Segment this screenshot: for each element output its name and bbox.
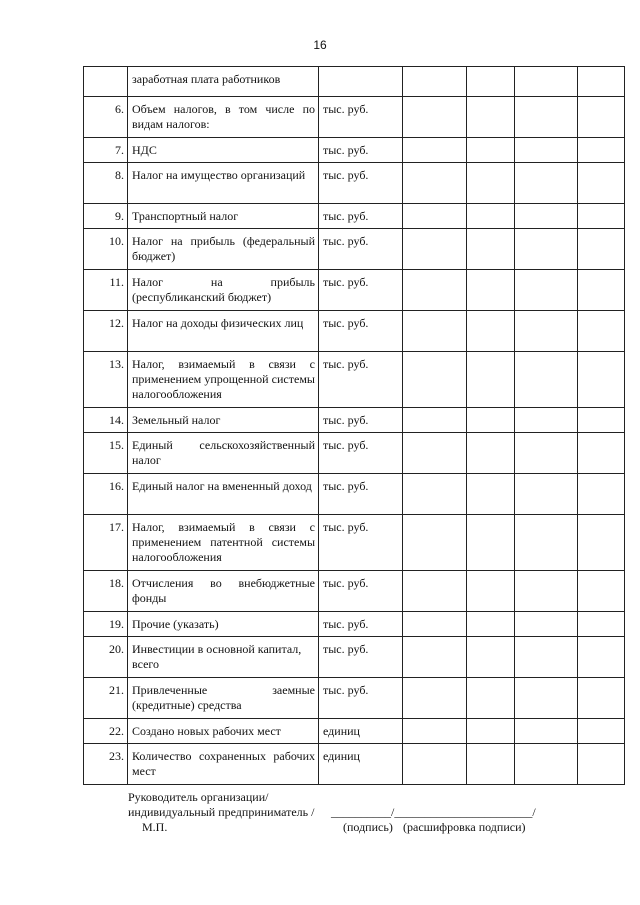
value-cell [515, 571, 578, 612]
table-row [84, 311, 625, 352]
value-cell [403, 311, 467, 352]
value-cell [578, 515, 625, 571]
value-cell [403, 408, 467, 433]
table-row [84, 612, 625, 637]
row-number: 19. [84, 612, 128, 637]
row-number: 20. [84, 637, 128, 678]
row-number: 11. [84, 270, 128, 311]
table-row [84, 719, 625, 744]
value-cell [578, 311, 625, 352]
value-cell [515, 97, 578, 138]
value-cell [578, 97, 625, 138]
value-cell [515, 408, 578, 433]
value-cell [403, 515, 467, 571]
unit-of-measure: тыс. руб. [319, 311, 403, 352]
value-cell [578, 612, 625, 637]
value-cell [578, 433, 625, 474]
value-cell [467, 270, 515, 311]
value-cell [515, 433, 578, 474]
value-cell [515, 612, 578, 637]
value-cell [515, 204, 578, 229]
value-cell [515, 637, 578, 678]
table-row [84, 229, 625, 270]
value-cell [578, 408, 625, 433]
unit-of-measure: тыс. руб. [319, 571, 403, 612]
indicator-name: Налог на доходы физических лиц [128, 311, 319, 352]
value-cell [467, 515, 515, 571]
unit-of-measure: тыс. руб. [319, 515, 403, 571]
stamp-placeholder: М.П. [142, 820, 168, 834]
row-number: 12. [84, 311, 128, 352]
table-row [84, 163, 625, 204]
value-cell [467, 163, 515, 204]
indicator-name: Прочие (указать) [128, 612, 319, 637]
signature-decode-caption: (расшифровка подписи) [403, 820, 526, 834]
unit-of-measure: тыс. руб. [319, 352, 403, 408]
value-cell [467, 612, 515, 637]
value-cell [467, 474, 515, 515]
value-cell [403, 474, 467, 515]
indicator-name: Создано новых рабочих мест [128, 719, 319, 744]
value-cell [467, 678, 515, 719]
value-cell [578, 138, 625, 163]
unit-of-measure: тыс. руб. [319, 408, 403, 433]
value-cell [578, 719, 625, 744]
value-cell [467, 571, 515, 612]
value-cell [515, 474, 578, 515]
row-number: 9. [84, 204, 128, 229]
indicator-name: Количество сохраненных рабочих мест [128, 744, 319, 785]
unit-of-measure: тыс. руб. [319, 678, 403, 719]
row-number: 16. [84, 474, 128, 515]
value-cell [403, 204, 467, 229]
row-number: 17. [84, 515, 128, 571]
unit-of-measure: тыс. руб. [319, 163, 403, 204]
table-row [84, 637, 625, 678]
table-row [84, 138, 625, 163]
value-cell [467, 408, 515, 433]
signer-title-line1: Руководитель организации/ [128, 790, 269, 804]
value-cell [403, 229, 467, 270]
value-cell [467, 311, 515, 352]
row-number [84, 67, 128, 97]
row-number: 23. [84, 744, 128, 785]
tax-table [83, 66, 625, 785]
table-row [84, 204, 625, 229]
indicator-name: Отчисления во внебюджетные фонды [128, 571, 319, 612]
row-number: 10. [84, 229, 128, 270]
value-cell [403, 637, 467, 678]
row-number: 6. [84, 97, 128, 138]
value-cell [467, 229, 515, 270]
row-number: 22. [84, 719, 128, 744]
value-cell [515, 719, 578, 744]
value-cell [467, 637, 515, 678]
value-cell [403, 270, 467, 311]
value-cell [515, 678, 578, 719]
table-row [84, 352, 625, 408]
value-cell [467, 138, 515, 163]
value-cell [403, 163, 467, 204]
value-cell [467, 433, 515, 474]
value-cell [467, 352, 515, 408]
indicator-name: Налог, взимаемый в связи с применением патентной системы налогообложения [128, 515, 319, 571]
value-cell [578, 637, 625, 678]
row-number: 8. [84, 163, 128, 204]
indicator-name: Инвестиции в основной капитал, всего [128, 637, 319, 678]
table-row [84, 270, 625, 311]
value-cell [578, 352, 625, 408]
indicator-name: Налог, взимаемый в связи с применением упрощенной системы налогообложения [128, 352, 319, 408]
signature-caption: (подпись) [343, 820, 393, 834]
signature-block [128, 790, 588, 835]
unit-of-measure: тыс. руб. [319, 229, 403, 270]
value-cell [403, 352, 467, 408]
value-cell [515, 67, 578, 97]
table-row [84, 408, 625, 433]
value-cell [403, 433, 467, 474]
indicator-name: Налог на имущество организаций [128, 163, 319, 204]
value-cell [578, 67, 625, 97]
indicator-name: Единый сельскохозяйственный налог [128, 433, 319, 474]
value-cell [403, 67, 467, 97]
value-cell [578, 270, 625, 311]
row-number: 14. [84, 408, 128, 433]
value-cell [403, 138, 467, 163]
unit-of-measure: тыс. руб. [319, 637, 403, 678]
value-cell [403, 571, 467, 612]
table-row [84, 97, 625, 138]
value-cell [515, 229, 578, 270]
signature-slots: __________/_______________________/ [331, 805, 536, 819]
indicator-name: Привлеченные заемные (кредитные) средства [128, 678, 319, 719]
unit-of-measure: тыс. руб. [319, 270, 403, 311]
indicator-name: Единый налог на вмененный доход [128, 474, 319, 515]
table-row [84, 515, 625, 571]
unit-of-measure: тыс. руб. [319, 612, 403, 637]
row-number: 18. [84, 571, 128, 612]
table-row [84, 571, 625, 612]
row-number: 7. [84, 138, 128, 163]
indicator-name: Земельный налог [128, 408, 319, 433]
value-cell [467, 744, 515, 785]
table-row [84, 474, 625, 515]
unit-of-measure: единиц [319, 744, 403, 785]
value-cell [515, 270, 578, 311]
value-cell [515, 515, 578, 571]
indicator-name: НДС [128, 138, 319, 163]
row-number: 15. [84, 433, 128, 474]
value-cell [403, 719, 467, 744]
table-row [84, 433, 625, 474]
indicator-name: заработная плата работников [128, 67, 319, 97]
value-cell [515, 311, 578, 352]
value-cell [467, 67, 515, 97]
value-cell [403, 97, 467, 138]
value-cell [578, 204, 625, 229]
indicator-name: Налог на прибыль (республиканский бюджет) [128, 270, 319, 311]
unit-of-measure [319, 67, 403, 97]
unit-of-measure: тыс. руб. [319, 138, 403, 163]
value-cell [578, 163, 625, 204]
unit-of-measure: единиц [319, 719, 403, 744]
value-cell [578, 474, 625, 515]
value-cell [467, 719, 515, 744]
unit-of-measure: тыс. руб. [319, 433, 403, 474]
row-number: 13. [84, 352, 128, 408]
value-cell [515, 744, 578, 785]
table-row [84, 678, 625, 719]
row-number: 21. [84, 678, 128, 719]
unit-of-measure: тыс. руб. [319, 204, 403, 229]
value-cell [515, 352, 578, 408]
page-number: 16 [313, 38, 327, 52]
value-cell [578, 678, 625, 719]
table-row [84, 67, 625, 97]
value-cell [515, 163, 578, 204]
value-cell [403, 744, 467, 785]
value-cell [578, 571, 625, 612]
value-cell [515, 138, 578, 163]
indicator-name: Налог на прибыль (федеральный бюджет) [128, 229, 319, 270]
value-cell [578, 744, 625, 785]
value-cell [403, 612, 467, 637]
value-cell [467, 97, 515, 138]
unit-of-measure: тыс. руб. [319, 474, 403, 515]
unit-of-measure: тыс. руб. [319, 97, 403, 138]
table-row [84, 744, 625, 785]
indicator-name: Объем налогов, в том числе по видам налогов: [128, 97, 319, 138]
value-cell [467, 204, 515, 229]
indicator-name: Транспортный налог [128, 204, 319, 229]
value-cell [578, 229, 625, 270]
value-cell [403, 678, 467, 719]
signer-title-line2: индивидуальный предприниматель / [128, 805, 315, 819]
